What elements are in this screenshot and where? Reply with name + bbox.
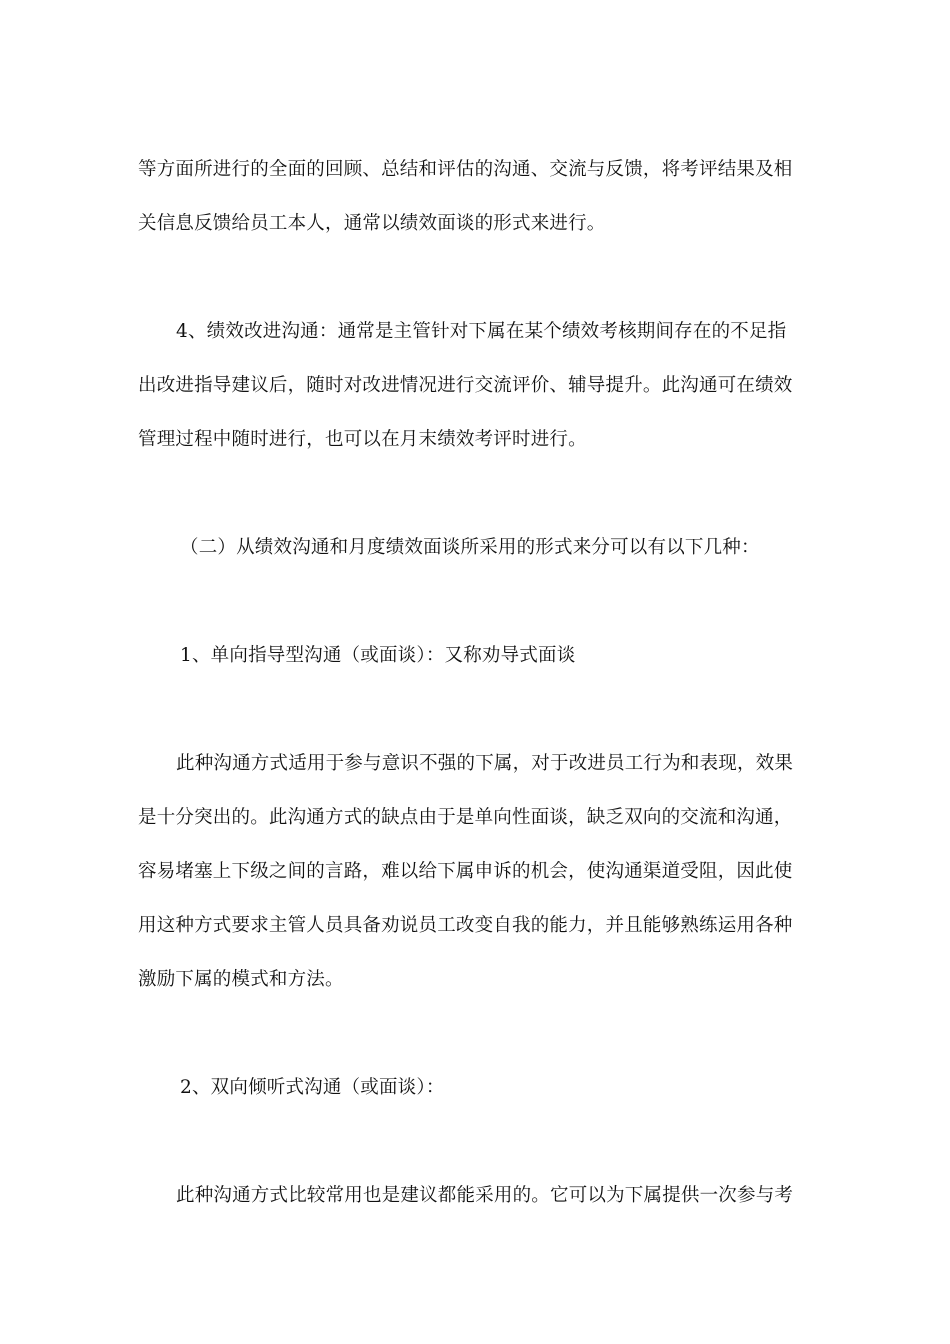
paragraph-line: 此种沟通方式比较常用也是建议都能采用的。它可以为下属提供一次参与考 (176, 1185, 794, 1206)
paragraph-line: 关信息反馈给员工本人，通常以绩效面谈的形式来进行。 (138, 213, 606, 234)
paragraph-line: 4、绩效改进沟通：通常是主管针对下属在某个绩效考核期间存在的不足指 (176, 321, 787, 342)
subsection-heading: 1、单向指导型沟通（或面谈）：又称劝导式面谈 (180, 645, 576, 666)
paragraph-line: 激励下属的模式和方法。 (138, 969, 344, 990)
paragraph-line: 出改进指导建议后，随时对改进情况进行交流评价、辅导提升。此沟通可在绩效 (138, 375, 793, 396)
paragraph-line: 容易堵塞上下级之间的言路，难以给下属申诉的机会，使沟通渠道受阻，因此使 (138, 861, 793, 882)
paragraph-line: 此种沟通方式适用于参与意识不强的下属，对于改进员工行为和表现，效果 (176, 753, 794, 774)
paragraph-line: 用这种方式要求主管人员具备劝说员工改变自我的能力，并且能够熟练运用各种 (138, 915, 793, 936)
paragraph-line: 是十分突出的。此沟通方式的缺点由于是单向性面谈，缺乏双向的交流和沟通， (138, 807, 793, 828)
paragraph-line: 管理过程中随时进行，也可以在月末绩效考评时进行。 (138, 429, 587, 450)
section-heading: （二）从绩效沟通和月度绩效面谈所采用的形式来分可以有以下几种： (180, 537, 760, 558)
paragraph-line: 等方面所进行的全面的回顾、总结和评估的沟通、交流与反馈，将考评结果及相 (138, 159, 793, 180)
subsection-heading: 2、双向倾听式沟通（或面谈）： (180, 1077, 445, 1098)
